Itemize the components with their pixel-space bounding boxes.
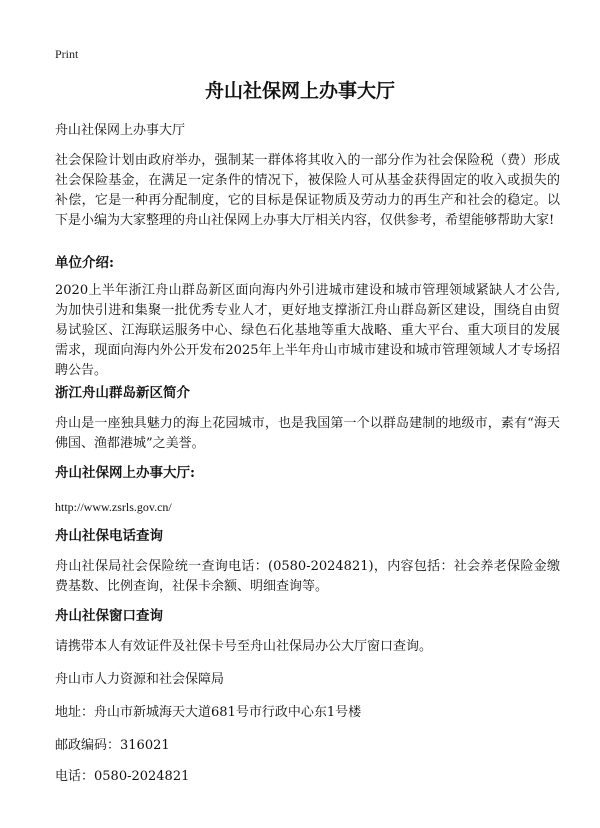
online-url-link[interactable]: http://www.zsrls.gov.cn/ xyxy=(55,500,172,514)
unit-heading: 单位介绍: xyxy=(55,255,114,271)
phone-heading: 舟山社保电话查询 xyxy=(55,528,163,544)
page-title: 舟山社保网上办事大厅 xyxy=(204,80,395,102)
address-line: 地址：舟山市新城海天大道681号市行政中心东1号楼 xyxy=(55,705,362,720)
window-heading: 舟山社保窗口查询 xyxy=(55,608,163,624)
intro-paragraph: 社会保险计划由政府举办，强制某一群体将其收入的一部分作为社会保险税（费）形成社会保险基金，在满足一定条件的情况下，被保险人可从基金获得固定的收入或损失的补偿，它是一种再分配制度，它的目标是保证物质及劳动力的再生产和社会的稳定。以下是小编为大家整理的舟山社保网上办事大厅相关内容，仅供参考，希望能够帮助大家! xyxy=(55,153,560,228)
phone-line: 电话：0580-2024821 xyxy=(55,769,190,784)
window-paragraph: 请携带本人有效证件及社保卡号至舟山社保局办公大厅窗口查询。 xyxy=(55,639,433,654)
print-link[interactable]: Print xyxy=(55,47,79,61)
online-heading: 舟山社保网上办事大厅: xyxy=(55,465,195,481)
bureau-name: 舟山市人力资源和社会保障局 xyxy=(55,672,225,687)
area-heading: 浙江舟山群岛新区简介 xyxy=(55,385,190,401)
subtitle: 舟山社保网上办事大厅 xyxy=(55,123,186,138)
phone-paragraph: 舟山社保局社会保险统一查询电话：(0580-2024821)，内容包括：社会养老保险金缴费基数、比例查询，社保卡余额、明细查询等。 xyxy=(55,559,560,594)
unit-paragraph: 2020上半年浙江舟山群岛新区面向海内外引进城市建设和城市管理领域紧缺人才公告,为加快引进和集聚一批优秀专业人才，更好地支撑浙江舟山群岛新区建设，围绕自由贸易试验区、江海联运服务中心、绿色石化基地等重大战略、重大平台、重大项目的发展需求，现面向海内外公开发布2025年上半年舟山市城市建设和城市管理领域人才专场招聘公告。 xyxy=(55,283,560,378)
postcode-line: 邮政编码：316021 xyxy=(55,738,170,753)
area-paragraph: 舟山是一座独具魅力的海上花园城市，也是我国第一个以群岛建制的地级市，素有“海天佛国、渔都港城”之美誉。 xyxy=(55,416,560,451)
